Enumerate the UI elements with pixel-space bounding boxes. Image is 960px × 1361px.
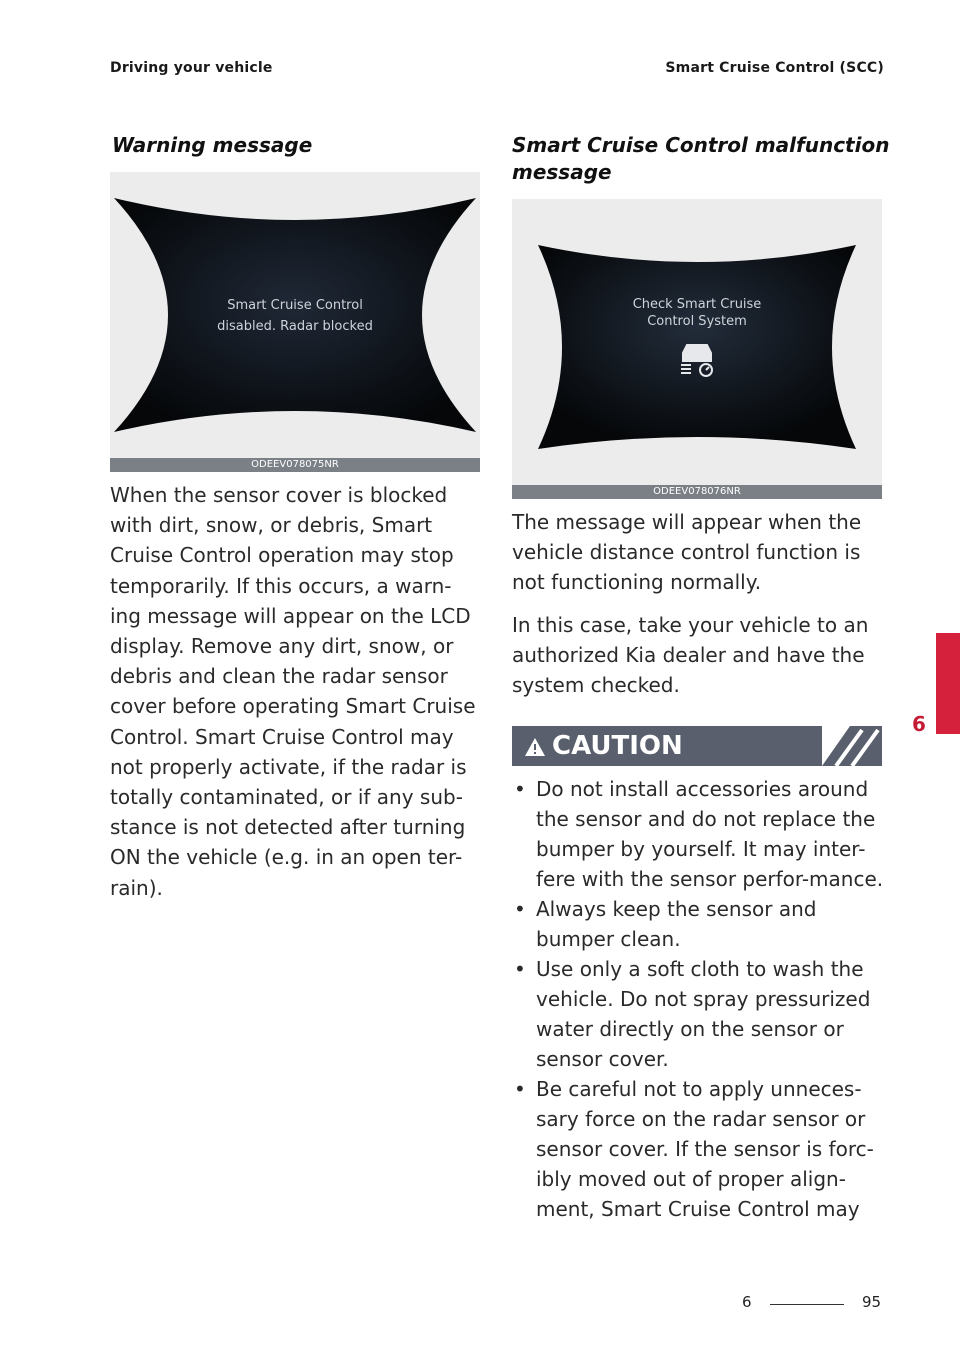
list-item: [512, 774, 887, 894]
caution-title: CAUTION: [552, 731, 683, 761]
list-item: [512, 1074, 887, 1224]
caution-banner: [512, 726, 882, 766]
footer-chapter-number: 6: [742, 1293, 752, 1311]
caution-item-text: Always keep the sensor and bumper clean.: [536, 897, 817, 951]
chapter-tab-number: 6: [912, 712, 926, 736]
caution-slash-decoration: [822, 726, 882, 766]
chapter-tab: [936, 633, 960, 734]
screen-line-2: disabled. Radar blocked: [217, 319, 373, 334]
bullet-marker: •: [514, 777, 526, 801]
cluster-display-illustration: [512, 199, 882, 485]
warning-body-text: When the sensor cover is blocked with dirt, snow, or debris, Smart Cruise Control operation may stop temporarily. If this occurs, a warn-ing message will appear on the LCD display. Remove any dirt, snow, or debris and clean the radar sensor cover before operating Smart Cruise Control. Smart Cruise Control may not properly activate, if the radar is totally contaminated, or if any sub-stance is not detected after turning ON the vehicle (e.g. in an open ter-rain).: [110, 483, 476, 900]
malfunction-para-1: The message will appear when the vehicle distance control function is not functioning normally.: [512, 510, 862, 595]
caution-list: [512, 774, 887, 1224]
section-heading-warning: Warning message: [112, 133, 313, 157]
malfunction-para-2: In this case, take your vehicle to an authorized Kia dealer and have the system checked.: [512, 613, 869, 698]
screen-line-1: Smart Cruise Control: [227, 298, 363, 313]
figure-caption: ODEEV078075NR: [110, 458, 480, 472]
list-item: [512, 954, 887, 1074]
footer-divider: [770, 1304, 844, 1305]
warning-triangle-icon: [524, 737, 546, 757]
caution-item-text: Be careful not to apply unneces-sary force on the radar sensor or sensor cover. If the sensor is forc-ibly moved out of proper align-ment, Smart Cruise Control may: [536, 1077, 874, 1221]
figure-malfunction-message: [512, 199, 882, 499]
figure-warning-message: [110, 172, 480, 472]
bullet-marker: •: [514, 1077, 526, 1101]
list-item: [512, 894, 887, 954]
screen-line-1: Check Smart Cruise: [632, 297, 762, 312]
screen-line-2: Control System: [647, 314, 747, 329]
page-number: 95: [862, 1293, 882, 1311]
running-header-left: Driving your vehicle: [110, 60, 273, 76]
bullet-marker: •: [514, 897, 526, 921]
running-header-right: Smart Cruise Control (SCC): [665, 60, 884, 76]
caution-item-text: Do not install accessories around the sensor and do not replace the bumper by yourself. It may inter-fere with the sensor perfor-mance.: [536, 777, 884, 891]
caution-item-text: Use only a soft cloth to wash the vehicle. Do not spray pressurized water directly on the sensor or sensor cover.: [536, 957, 871, 1071]
bullet-marker: •: [514, 957, 526, 981]
section-heading-malfunction: Smart Cruise Control malfunction message: [512, 133, 890, 184]
figure-caption: ODEEV078076NR: [512, 485, 882, 499]
